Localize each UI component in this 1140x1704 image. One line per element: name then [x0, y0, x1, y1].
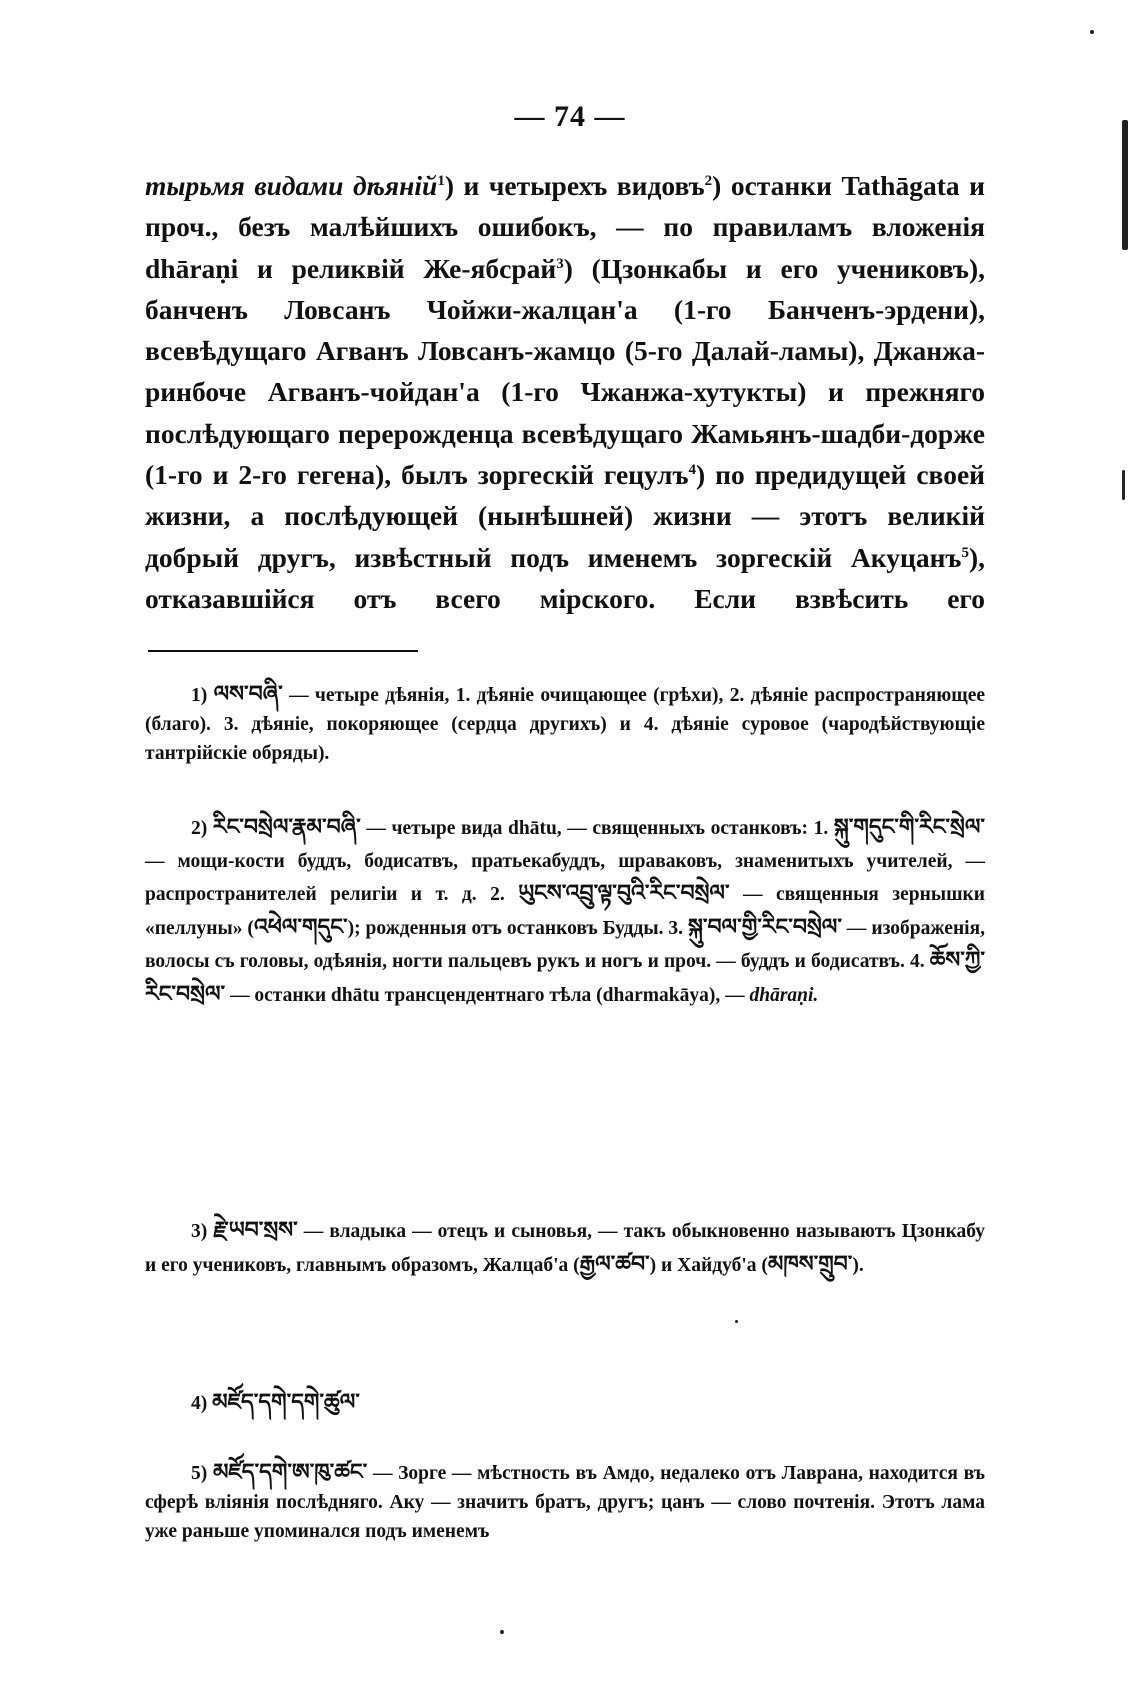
footnote-5 — [145, 1458, 985, 1546]
footnote-number: 1) — [191, 685, 208, 706]
footnote-ref-4: 4 — [688, 461, 697, 478]
footnote-ref-5: 5 — [961, 544, 969, 561]
tibetan-term: ཡུངས་འབྲུ་ལྟ་བུའི་རིང་བསྲེལ་ — [518, 881, 730, 906]
footnote-number: 2) — [191, 818, 208, 839]
scan-speck — [500, 1630, 504, 1634]
footnote-text: — мощи-кости буддъ, бодисатвъ, пратьекабуддъ, шраваковъ, знаменитыхъ учителей, — распространителей религіи и т. д. — [145, 850, 985, 905]
scan-speck — [1090, 30, 1094, 34]
main-text-part: ) останки Tathāgata и проч., безъ малѣйшихъ ошибокъ, — по правиламъ вложенія dhāraṇi и реликвій Же-ябсрай — [145, 170, 985, 284]
tibetan-term: ཆོས་ཀྱི་རིང་བསྲེལ་ — [145, 948, 985, 1007]
scan-speck — [735, 1320, 738, 1323]
footnote-text: ). — [852, 1254, 864, 1276]
footnote-1 — [145, 680, 985, 768]
tibetan-term: རྒྱལ་ཚབ་ — [579, 1251, 650, 1277]
footnote-number: 4) — [191, 1393, 208, 1414]
main-text-part: ) по предидущей своей жизни, а послѣдующей (нынѣшней) жизни — этотъ великій добрый другъ, извѣстный подъ именемъ зоргескій Акуцанъ — [145, 459, 985, 573]
tibetan-term: འཕེལ་གདུང་ — [253, 914, 348, 940]
tibetan-term: མཛོད་དགེ་དགེ་ཚུལ་ — [212, 1390, 360, 1415]
footnote-text: — четыре дѣянія, 1. дѣяніе очищающее (грѣхи), 2. дѣяніе распространяющее (благо). 3. дѣяніе, покоряющее (сердца другихъ) и 4. дѣяніе суровое (чародѣйствующіе тантрійскіе обряды). — [145, 685, 986, 764]
footnote-text: ); рожденныя отъ останковъ Будды. — [347, 917, 664, 939]
tibetan-term: སྐུ་བལ་གྱི་རིང་བསྲེལ་ — [687, 914, 842, 940]
tibetan-term: མཁས་གྲུབ་ — [767, 1251, 853, 1277]
lead-italic-text: тырьмя видами дѣяній — [145, 170, 438, 201]
footnote-ref-3: 3 — [556, 255, 564, 272]
footnote-number: 5) — [191, 1463, 208, 1484]
main-paragraph — [145, 165, 985, 619]
tibetan-term: སྐུ་གདུང་གི་རིང་སྲེལ་ — [833, 815, 986, 840]
footnote-text: — владыка — отецъ и сыновья, — такъ обыкновенно называютъ Цзонкабу и его учениковъ, главнымъ образомъ, Жалцаб'а ( — [145, 1221, 986, 1276]
scan-edge-mark — [1122, 470, 1125, 500]
page-number: — 74 — — [514, 100, 626, 133]
footnote-2 — [145, 812, 985, 1012]
footnote-text: — изображенія, волосы съ головы, одѣянія, ногти пальцевъ рукъ и ногъ и проч. — буддъ и бодисатвъ. — [145, 917, 986, 972]
footnote-text: — четыре вида dhātu, — священныхъ останковъ: — [366, 818, 809, 839]
tibetan-term: རིང་བསྲེལ་རྣམ་བཞི་ — [212, 815, 361, 840]
footnote-4 — [145, 1388, 985, 1418]
main-text-part: ) (Цзонкабы и его учениковъ), банченъ Ловсанъ Чойжи-жалцан'а (1-го Банченъ-эрдени), всевѣдущаго Агванъ Ловсанъ-жамцо (5-го Далай-ламы), Джанжа-ринбоче Агванъ-чойдан'а (1-го Чжанжа-хутукты) и прежняго послѣдующаго перерожденца всевѣдущаго Жамьянъ-шадби-дорже (1-го и 2-го гегена), былъ зоргескій гецулъ — [145, 252, 985, 491]
main-text-part: ), отказавшійся отъ всего мірского. Если взвѣсить его — [145, 541, 985, 614]
footnote-text: — священныя зернышки «пеллуны» ( — [145, 884, 986, 939]
footnote-italic-text: dhāraṇi. — [749, 984, 819, 1006]
tibetan-term: ལས་བཞི་ — [213, 682, 283, 707]
tibetan-term: མཛོད་དགེ་ཨ་ཁུ་ཚང་ — [212, 1460, 368, 1485]
footnote-3 — [145, 1215, 985, 1282]
footnote-number: 3) — [191, 1221, 208, 1242]
footnote-text: — останки dhātu трансцендентнаго тѣла (dharmakāya), — — [230, 984, 745, 1006]
footnote-text: ) и Хайдуб'а ( — [649, 1254, 768, 1276]
item-number: 2. — [490, 884, 505, 905]
footnote-ref-1: 1 — [437, 172, 445, 189]
item-number: 4. — [909, 951, 925, 972]
footnote-text: — Зорге — мѣстность въ Амдо, недалеко отъ Лаврана, находится въ сферѣ вліянія послѣдняго. Аку — значитъ братъ, другъ; цанъ — слово почтенія. Этотъ лама уже раньше упоминался подъ именемъ — [145, 1463, 986, 1542]
item-number: 1. — [813, 818, 829, 839]
tibetan-term: རྗེ་ཡབ་སྲས་ — [213, 1218, 298, 1243]
footnote-ref-2: 2 — [704, 172, 713, 189]
footnote-separator — [148, 650, 418, 652]
main-text-part: ) и четырехъ видовъ — [444, 170, 705, 201]
item-number: 3. — [668, 917, 684, 939]
scan-edge-mark — [1122, 120, 1128, 250]
